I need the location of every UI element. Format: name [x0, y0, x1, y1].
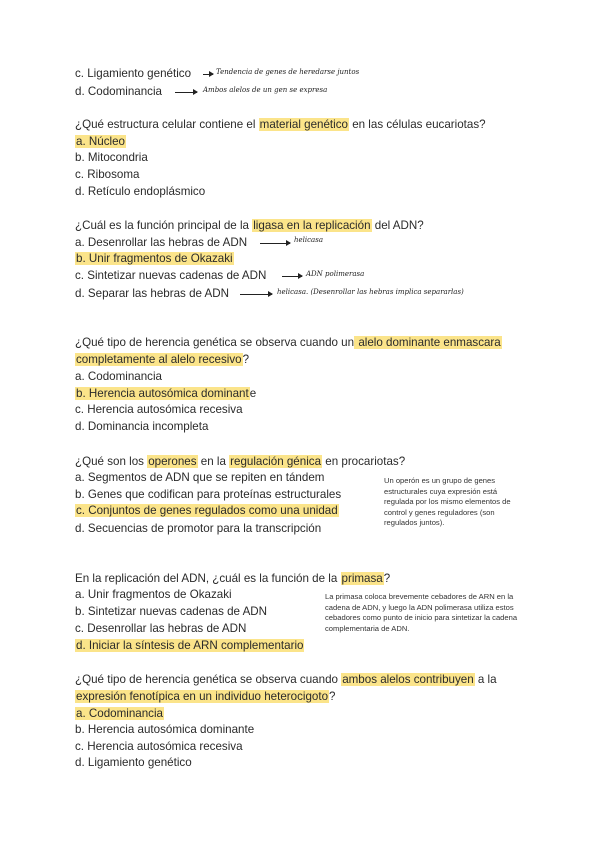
option-c: c. Desenrollar las hebras de ADN [75, 622, 247, 635]
option-d: d. Separar las hebras de ADN [75, 287, 230, 300]
option-a: a. Unir fragmentos de Okazaki [75, 588, 232, 601]
arrow-icon [260, 243, 290, 244]
option-c: c. Ligamiento genético [75, 67, 192, 80]
arrow-icon [175, 92, 197, 93]
option-c: c. Ribosoma [75, 168, 140, 181]
option-a: a. Codominancia [75, 370, 163, 383]
option-b: b. Herencia autosómica dominante [75, 723, 255, 736]
option-d: d. Codominancia [75, 85, 163, 98]
option-c: c. Conjuntos de genes regulados como una unidad [76, 504, 338, 517]
handwritten-note: Ambos alelos de un gen se expresa [203, 86, 328, 94]
explanation-note: Un operón es un grupo de genes estructurales cuya expresión está regulada por los mismo elementos de control y genes reguladores (son regulados juntos). [384, 476, 511, 527]
option-b: b. Herencia autosómica dominante [76, 387, 257, 400]
handwritten-note: ADN polimerasa [306, 270, 365, 278]
handwritten-note: helicasa [294, 236, 323, 244]
option-d: d. Iniciar la síntesis de ARN complementario [76, 639, 304, 652]
option-a: a. Desenrollar las hebras de ADN [75, 236, 248, 249]
option-a: a. Núcleo [76, 135, 125, 148]
arrow-icon [203, 74, 213, 75]
option-b: b. Genes que codifican para proteínas estructurales [75, 488, 342, 501]
question-1: ¿Qué estructura celular contiene el material genético en las células eucariotas? [75, 118, 486, 131]
arrow-icon [240, 294, 272, 295]
option-c: c. Sintetizar nuevas cadenas de ADN [75, 269, 267, 282]
option-d: d. Dominancia incompleta [75, 420, 209, 433]
option-a: a. Codominancia [76, 707, 164, 720]
option-b: b. Unir fragmentos de Okazaki [76, 252, 233, 265]
option-d: d. Secuencias de promotor para la transcripción [75, 522, 322, 535]
option-b: b. Mitocondria [75, 151, 148, 164]
question-3-cont: completamente al alelo recesivo? [76, 353, 250, 366]
handwritten-note: helicasa. (Desenrollar las hebras implica separarlas) [277, 288, 464, 296]
question-2: ¿Cuál es la función principal de la ligasa en la replicación del ADN? [75, 219, 424, 232]
arrow-icon [282, 276, 302, 277]
question-4: ¿Qué son los operones en la regulación génica en procariotas? [75, 455, 406, 468]
option-a: a. Segmentos de ADN que se repiten en tándem [75, 471, 325, 484]
option-c: c. Herencia autosómica recesiva [75, 403, 243, 416]
option-d: d. Ligamiento genético [75, 756, 192, 769]
question-6-cont: expresión fenotípica en un individuo heterocigoto? [76, 690, 336, 703]
option-c: c. Herencia autosómica recesiva [75, 740, 243, 753]
option-b: b. Sintetizar nuevas cadenas de ADN [75, 605, 268, 618]
explanation-note: La primasa coloca brevemente cebadores de ARN en la cadena de ADN, y luego la ADN polimerasa utiliza estos cebadores como punto de inicio para sintetizar la cadena complementaria de ADN. [325, 592, 518, 633]
question-3: ¿Qué tipo de herencia genética se observa cuando un alelo dominante enmascara [75, 336, 501, 349]
option-d: d. Retículo endoplásmico [75, 185, 206, 198]
handwritten-note: Tendencia de genes de heredarse juntos [216, 68, 360, 76]
question-6: ¿Qué tipo de herencia genética se observa cuando ambos alelos contribuyen a la [75, 673, 497, 686]
question-5: En la replicación del ADN, ¿cuál es la función de la primasa? [75, 572, 391, 585]
